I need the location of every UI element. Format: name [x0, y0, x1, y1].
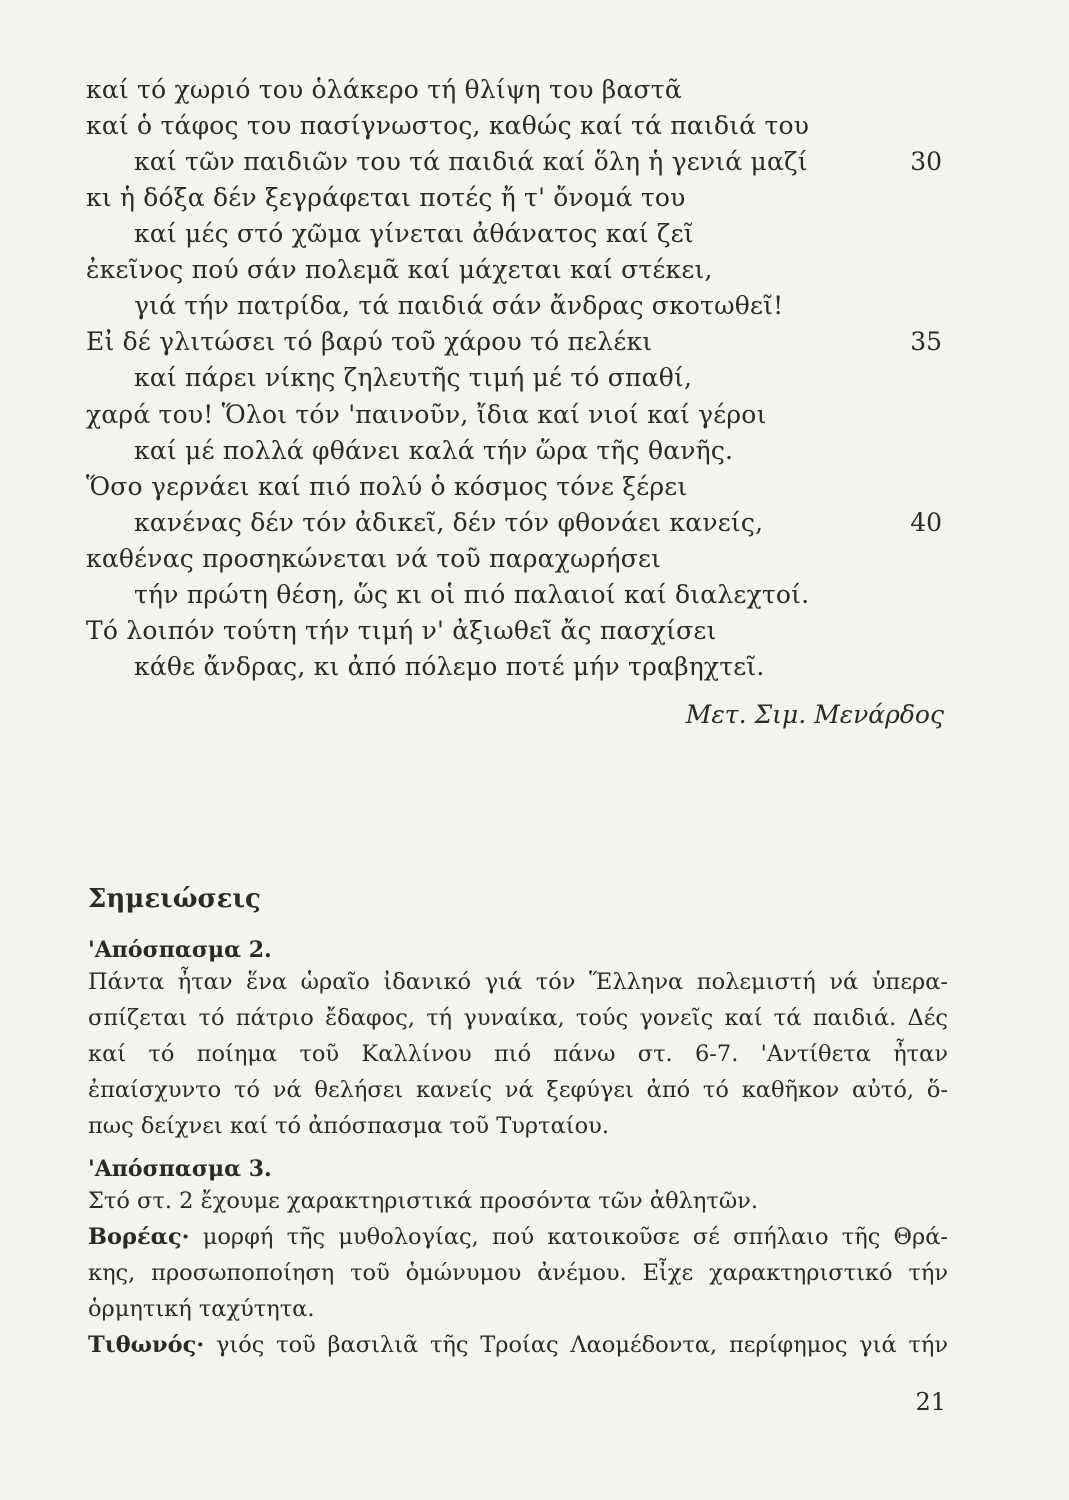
note-line: ὁρμητική ταχύτητα. — [88, 1296, 315, 1322]
excerpt-2-title: 'Απόσπασμα 2. — [88, 937, 272, 963]
poem-line: κανένας δέν τόν ἀδικεῖ, δέν τόν φθονάει κανείς, — [134, 508, 764, 537]
poem-line: κάθε ἄνδρας, κι ἀπό πόλεμο ποτέ μήν τραβηχτεῖ. — [134, 652, 765, 681]
poem-line: γιά τήν πατρίδα, τά παιδιά σάν ἄνδρας σκοτωθεῖ! — [134, 291, 784, 320]
line-number: 40 — [910, 508, 942, 537]
poem-line: καί πάρει νίκης ζηλευτῆς τιμή μέ τό σπαθί, — [134, 363, 693, 392]
note-line-tithonos — [88, 1331, 948, 1359]
note-line: πως δείχνει καί τό ἀπόσπασμα τοῦ Τυρταίου. — [88, 1113, 610, 1139]
poem-line: καί τό χωριό του ὁλάκερο τή θλίψη του βαστᾶ — [86, 75, 682, 104]
poem-line: Εἰ δέ γλιτώσει τό βαρύ τοῦ χάρου τό πελέκι — [86, 327, 653, 356]
poem-line: καθένας προσηκώνεται νά τοῦ παραχωρήσει — [86, 544, 662, 573]
note-line: ἐπαίσχυντο τό νά θελήσει κανείς νά ξεφύγει ἀπό τό καθῆκον αὐτό, ὅ- — [88, 1077, 948, 1103]
poem-line: κι ἡ δόξα δέν ξεγράφεται ποτές ἤ τ' ὄνομά του — [86, 183, 686, 212]
definition-text: γιός τοῦ βασιλιᾶ τῆς Τροίας Λαομέδοντα, περίφημος γιά τήν — [215, 1332, 948, 1358]
poem-line: καί μέ πολλά φθάνει καλά τήν ὥρα τῆς θανῆς. — [134, 436, 734, 465]
poem-line: Τό λοιπόν τούτη τήν τιμή ν' ἀξιωθεῖ ἄς πασχίσει — [86, 616, 717, 645]
poem-line: καί τῶν παιδιῶν του τά παιδιά καί ὅλη ἡ γενιά μαζί — [134, 147, 808, 176]
note-line: Στό στ. 2 ἔχουμε χαρακτηριστικά προσόντα τῶν ἀθλητῶν. — [88, 1188, 758, 1214]
note-line: καί τό ποίημα τοῦ Καλλίνου πιό πάνω στ. 6-7. 'Αντίθετα ἦταν — [88, 1041, 948, 1067]
excerpt-3-title: 'Απόσπασμα 3. — [88, 1156, 272, 1182]
translator-credit: Μετ. Σιμ. Μενάρδος — [685, 700, 944, 729]
poem-line: χαρά του! Ὅλοι τόν 'παινοῦν, ἴδια καί νιοί καί γέροι — [86, 400, 767, 429]
poem-line: ἐκεῖνος πού σάν πολεμᾶ καί μάχεται καί στέκει, — [86, 255, 713, 284]
term-tithonos: Τιθωνός· — [88, 1332, 205, 1358]
line-number: 35 — [910, 327, 942, 356]
poem-line: καί ὁ τάφος του πασίγνωστος, καθώς καί τά παιδιά του — [86, 111, 810, 140]
term-boreas: Βορέας· — [88, 1224, 190, 1250]
page-number: 21 — [915, 1388, 946, 1416]
note-line: σπίζεται τό πάτριο ἔδαφος, τή γυναίκα, τούς γονεῖς καί τά παιδιά. Δές — [88, 1005, 948, 1031]
poem-line: Ὅσο γερνάει καί πιό πολύ ὁ κόσμος τόνε ξέρει — [86, 472, 688, 501]
note-line: κης, προσωποποίηση τοῦ ὁμώνυμου ἀνέμου. Εἶχε χαρακτηριστικό τήν — [88, 1260, 948, 1286]
definition-text: μορφή τῆς μυθολογίας, πού κατοικοῦσε σέ σπήλαιο τῆς Θρά- — [202, 1224, 948, 1250]
note-line: Πάντα ἦταν ἕνα ὡραῖο ἰδανικό γιά τόν Ἕλληνα πολεμιστή νά ὑπερα- — [88, 969, 948, 995]
line-number: 30 — [910, 147, 942, 176]
poem-line: τήν πρώτη θέση, ὥς κι οἱ πιό παλαιοί καί διαλεχτοί. — [134, 580, 810, 609]
poem-line: καί μές στό χῶμα γίνεται ἀθάνατος καί ζεῖ — [134, 219, 694, 248]
notes-heading: Σημειώσεις — [88, 884, 261, 914]
note-line-boreas — [88, 1223, 948, 1251]
